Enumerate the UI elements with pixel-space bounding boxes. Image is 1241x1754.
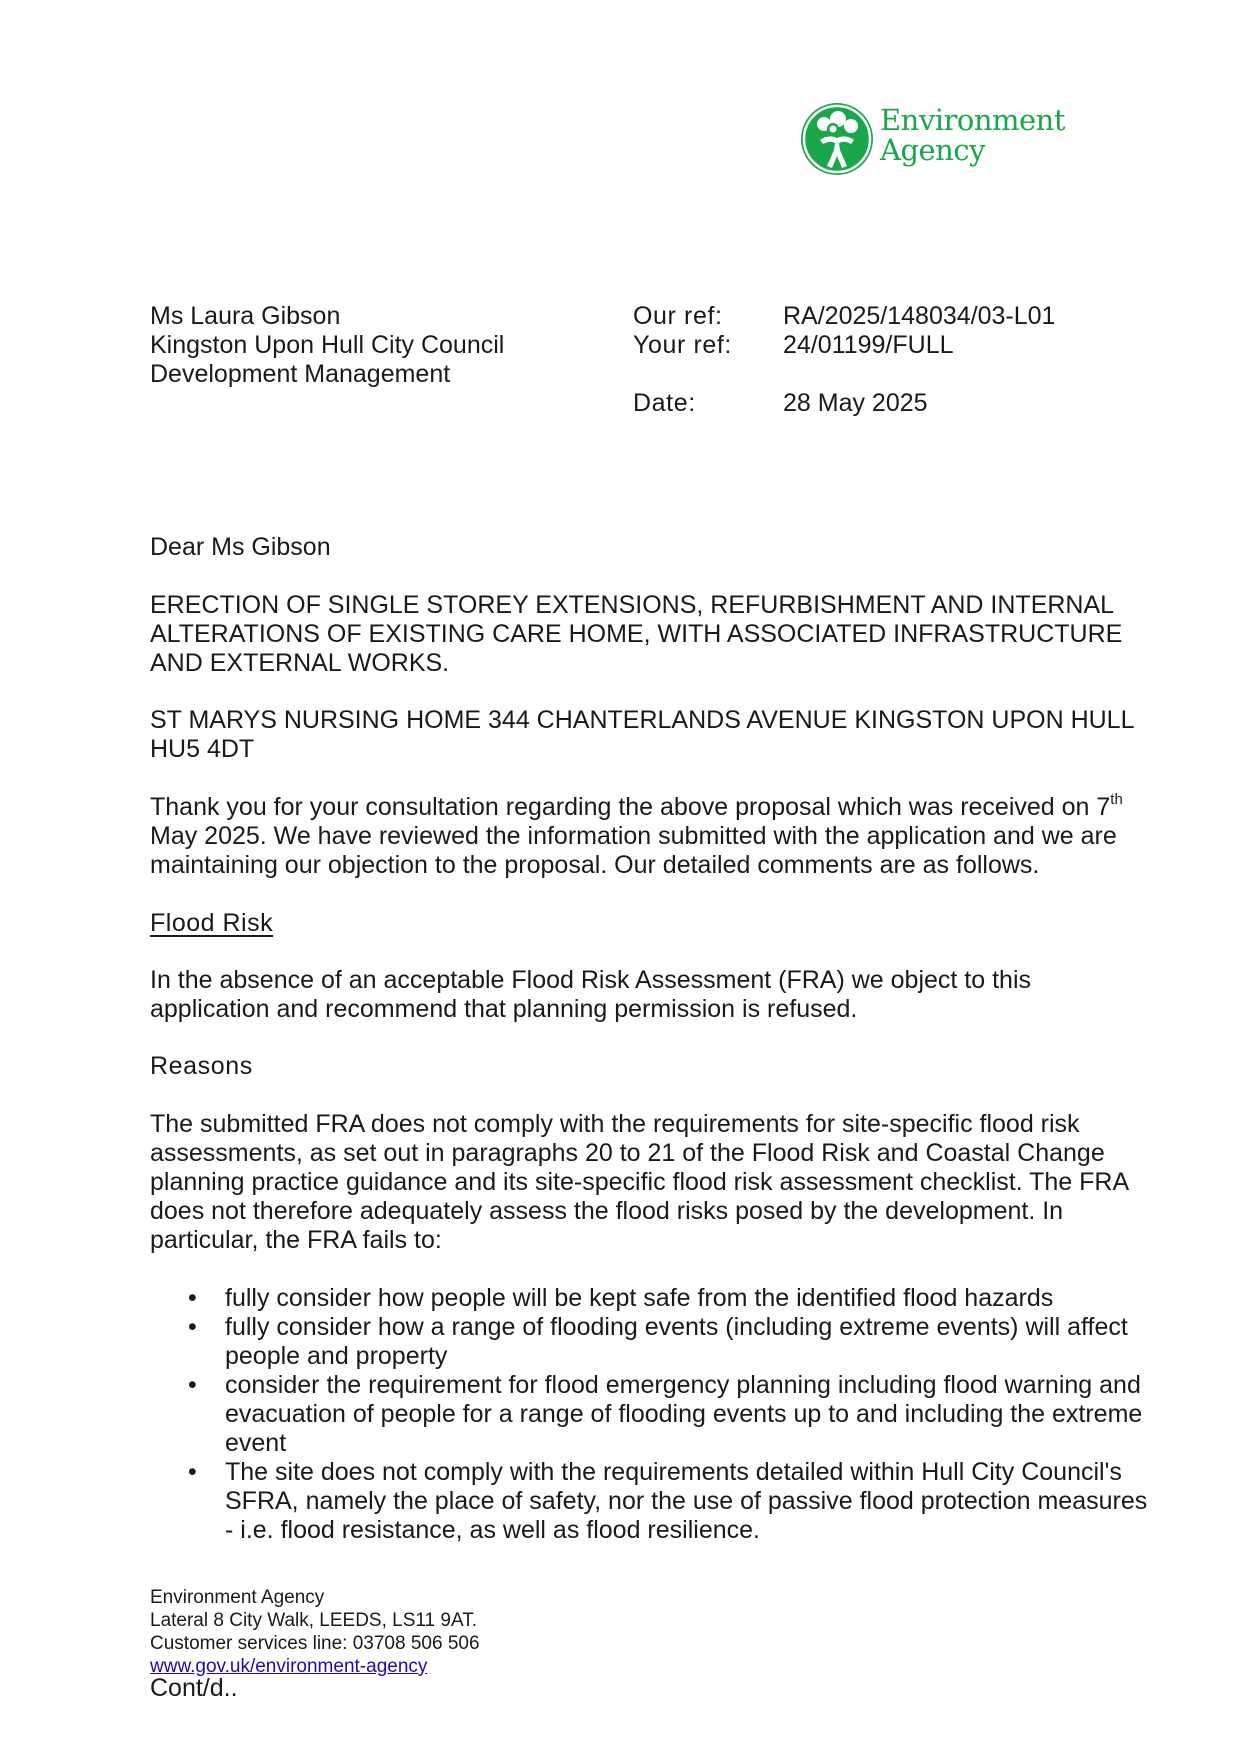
environment-agency-logo	[800, 100, 1070, 180]
objection-paragraph: In the absence of an acceptable Flood Risk Assessment (FRA) we object to this application and recommend that planning permission is refused.	[150, 966, 1031, 1023]
footer	[150, 1586, 480, 1678]
intro-superscript: th	[1110, 790, 1123, 808]
footer-address: Lateral 8 City Walk, LEEDS, LS11 9AT.	[150, 1610, 478, 1631]
your-ref-row	[633, 331, 1055, 360]
salutation: Dear Ms Gibson	[150, 533, 331, 561]
logo-line-2: Agency	[880, 133, 985, 167]
site-address: ST MARYS NURSING HOME 344 CHANTERLANDS AVENUE KINGSTON UPON HULL HU5 4DT	[150, 706, 1134, 763]
recipient-department: Development Management	[150, 360, 451, 388]
our-ref-label: Our ref:	[633, 302, 723, 330]
date-row	[633, 389, 1055, 418]
date-label: Date:	[633, 389, 696, 417]
flood-risk-heading: Flood Risk	[150, 909, 274, 937]
logo-wordmark	[880, 105, 1065, 165]
recipient-organisation: Kingston Upon Hull City Council	[150, 331, 505, 359]
intro-paragraph	[150, 790, 1150, 880]
list-item: • consider the requirement for flood emergency planning including flood warning and evacuation of people for a range of flooding events up to and including the extreme event	[150, 1371, 1150, 1458]
logo-line-1: Environment	[880, 103, 1065, 137]
footer-org: Environment Agency	[150, 1587, 325, 1608]
date-value: 28 May 2025	[783, 389, 928, 417]
list-item: • The site does not comply with the requirements detailed within Hull City Council's SFRA, namely the place of safety, nor the use of passive flood protection measures - i.e. flood resistance, as well as flood resilience.	[150, 1458, 1150, 1545]
intro-part-1: Thank you for your consultation regarding the above proposal which was received on 7	[150, 793, 1111, 821]
reference-block	[633, 302, 1055, 418]
reasons-heading: Reasons	[150, 1052, 253, 1080]
your-ref-value: 24/01199/FULL	[783, 331, 954, 359]
our-ref-value: RA/2025/148034/03-L01	[783, 302, 1056, 330]
intro-part-2: May 2025. We have reviewed the information submitted with the application and we are maintaining our objection to the proposal. Our detailed comments are as follows.	[150, 822, 1117, 879]
list-item: • fully consider how people will be kept safe from the identified flood hazards	[150, 1284, 1150, 1313]
your-ref-label: Your ref:	[633, 331, 732, 359]
reasons-paragraph: The submitted FRA does not comply with the requirements for site-specific flood risk assessments, as set out in paragraphs 20 to 21 of the Flood Risk and Coastal Change planning practice guidance and its site-specific flood risk assessment checklist. The FRA does not therefore adequately assess the flood risks posed by the development. In particular, the FRA fails to:	[150, 1110, 1128, 1254]
list-item: • fully consider how a range of flooding events (including extreme events) will affect people and property	[150, 1313, 1150, 1371]
footer-phone: Customer services line: 03708 506 506	[150, 1633, 480, 1654]
recipient-name: Ms Laura Gibson	[150, 302, 341, 330]
footer-website-link[interactable]: www.gov.uk/environment-agency	[150, 1656, 428, 1677]
recipient-address	[150, 302, 504, 389]
continued-marker: Cont/d..	[150, 1674, 238, 1702]
reasons-bullet-list	[150, 1284, 1150, 1545]
our-ref-row	[633, 302, 1055, 331]
tree-person-icon	[800, 102, 874, 176]
subject-heading: ERECTION OF SINGLE STOREY EXTENSIONS, REFURBISHMENT AND INTERNAL ALTERATIONS OF EXISTING CARE HOME, WITH ASSOCIATED INFRASTRUCTURE AND EXTERNAL WORKS.	[150, 591, 1123, 677]
